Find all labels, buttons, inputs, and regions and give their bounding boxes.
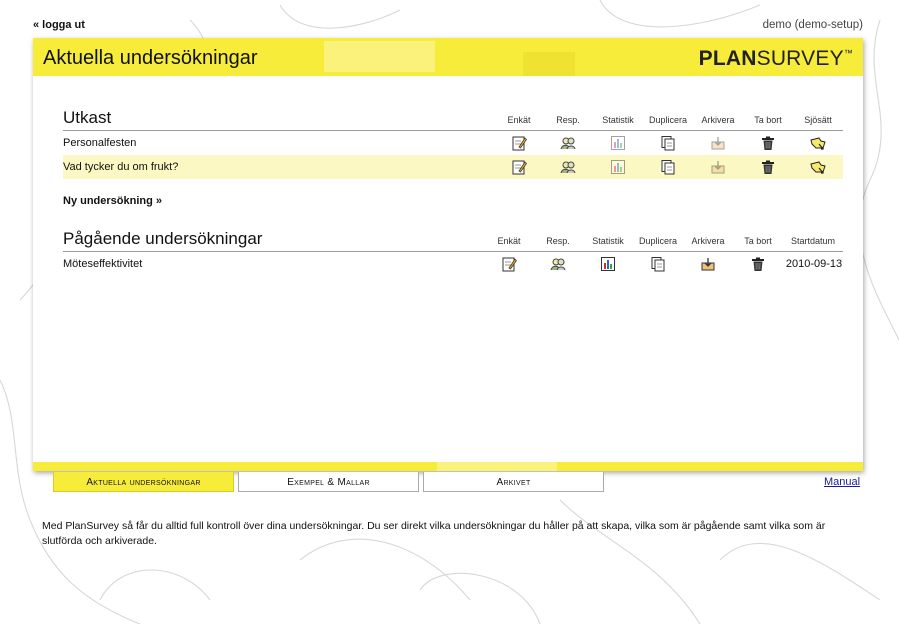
description-text: Med PlanSurvey så får du alltid full kontroll över dina undersökningar. Du ser direkt vilka undersökningar du håller på att skapa, vilka som är pågående samt vilka som är slutförda och arkiverade. bbox=[42, 520, 826, 547]
col-duplicate: Duplicera bbox=[648, 115, 688, 125]
ongoing-title: Pågående undersökningar bbox=[63, 229, 263, 248]
drafts-title: Utkast bbox=[63, 108, 112, 127]
archive-box-icon[interactable] bbox=[710, 159, 726, 175]
manual-link[interactable]: Manual bbox=[824, 476, 861, 488]
panel-footer bbox=[33, 462, 863, 471]
survey-name[interactable]: Vad tycker du om frukt? bbox=[63, 161, 179, 173]
col-delete: Ta bort bbox=[754, 115, 782, 125]
copy-icon[interactable] bbox=[660, 159, 676, 175]
launch-hand-icon[interactable] bbox=[810, 159, 826, 175]
people-icon[interactable] bbox=[560, 135, 576, 151]
col-respondents: Resp. bbox=[556, 115, 580, 125]
survey-name[interactable]: Personalfesten bbox=[63, 137, 137, 149]
copy-icon[interactable] bbox=[660, 135, 676, 151]
people-icon[interactable] bbox=[550, 256, 566, 272]
col-statistics: Statistik bbox=[592, 236, 624, 246]
archive-box-icon[interactable] bbox=[700, 256, 716, 272]
trash-icon[interactable] bbox=[760, 159, 776, 175]
top-bar bbox=[0, 0, 899, 36]
table-row bbox=[63, 252, 843, 276]
col-archive: Arkivera bbox=[701, 115, 735, 125]
col-archive: Arkivera bbox=[691, 236, 725, 246]
drafts-header bbox=[63, 110, 843, 131]
col-statistics: Statistik bbox=[602, 115, 634, 125]
tab-archive[interactable]: Arkivet bbox=[423, 472, 604, 492]
copy-icon[interactable] bbox=[650, 256, 666, 272]
ongoing-section bbox=[63, 231, 843, 276]
plansurvey-logo: PLANSURVEY™ bbox=[698, 47, 853, 70]
pencil-note-icon[interactable] bbox=[501, 256, 517, 272]
logout-link[interactable]: « logga ut bbox=[33, 19, 85, 31]
start-date: 2010-09-13 bbox=[785, 258, 843, 270]
survey-name[interactable]: Möteseffektivitet bbox=[63, 258, 143, 270]
user-label: demo (demo-setup) bbox=[762, 19, 863, 31]
bar-chart-icon[interactable] bbox=[600, 256, 616, 272]
trash-icon[interactable] bbox=[750, 256, 766, 272]
table-row bbox=[63, 131, 843, 155]
main-panel bbox=[33, 38, 863, 471]
pencil-note-icon[interactable] bbox=[511, 135, 527, 151]
trash-icon[interactable] bbox=[760, 135, 776, 151]
drafts-section bbox=[63, 110, 843, 179]
bar-chart-icon[interactable] bbox=[610, 159, 626, 175]
launch-hand-icon[interactable] bbox=[810, 135, 826, 151]
col-delete: Ta bort bbox=[744, 236, 772, 246]
col-launch: Sjösätt bbox=[804, 115, 832, 125]
col-start-date: Startdatum bbox=[790, 236, 836, 246]
tab-examples-templates[interactable]: Exempel & Mallar bbox=[238, 472, 419, 492]
tab-current-surveys[interactable]: Aktuella undersökningar bbox=[53, 472, 234, 492]
col-duplicate: Duplicera bbox=[638, 236, 678, 246]
col-survey: Enkät bbox=[497, 236, 521, 246]
archive-box-icon[interactable] bbox=[710, 135, 726, 151]
page-title: Aktuella undersökningar bbox=[43, 47, 258, 69]
col-respondents: Resp. bbox=[546, 236, 570, 246]
col-survey: Enkät bbox=[507, 115, 531, 125]
new-survey-link[interactable]: Ny undersökning » bbox=[63, 195, 163, 207]
table-row bbox=[63, 155, 843, 179]
people-icon[interactable] bbox=[560, 159, 576, 175]
pencil-note-icon[interactable] bbox=[511, 159, 527, 175]
ongoing-header bbox=[63, 231, 843, 252]
panel-header bbox=[33, 38, 863, 76]
bar-chart-icon[interactable] bbox=[610, 135, 626, 151]
